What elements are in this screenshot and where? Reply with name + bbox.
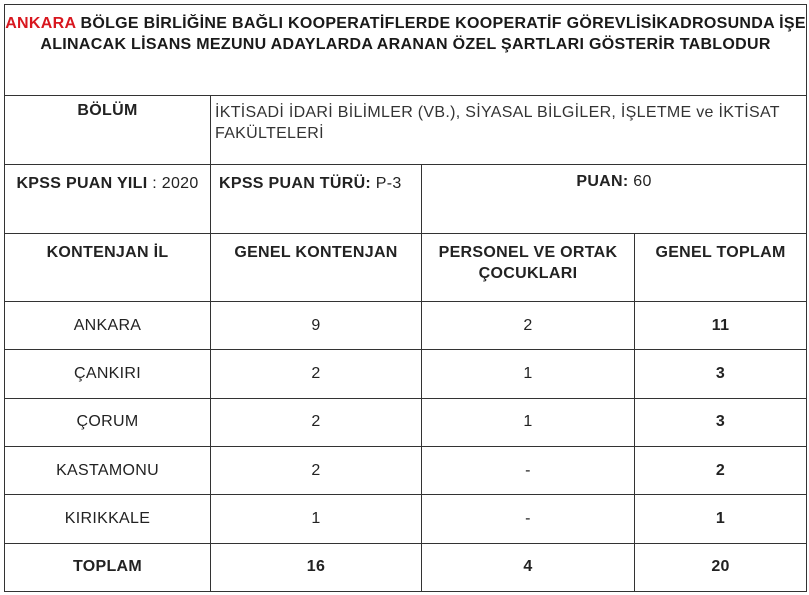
kpss-type-label: KPSS PUAN TÜRÜ: — [219, 175, 372, 193]
kpss-score-value: 60 — [628, 173, 652, 191]
total-toplam: 20 — [635, 543, 807, 591]
row-genel: 2 — [211, 398, 422, 446]
row-toplam: 3 — [635, 398, 807, 446]
row-personel: - — [422, 446, 635, 494]
row-genel: 2 — [211, 350, 422, 398]
col-header-personel: PERSONEL VE ORTAK ÇOCUKLARI — [422, 233, 635, 301]
kpss-score-cell — [422, 165, 807, 233]
row-personel: 2 — [422, 301, 635, 349]
table-row — [5, 301, 807, 349]
kpss-score-label: PUAN: — [576, 173, 629, 191]
kpss-year-value: 2020 — [161, 175, 199, 193]
bolum-value: İKTİSADİ İDARİ BİLİMLER (VB.), SİYASAL BİLGİLER, İŞLETME ve İKTİSAT FAKÜLTELERİ — [211, 95, 807, 164]
quota-table — [4, 4, 807, 592]
row-il: ÇANKIRI — [5, 350, 211, 398]
title-text: BÖLGE BİRLİĞİNE BAĞLI KOOPERATİFLERDE KOOPERATİF GÖREVLİSİKADROSUNDA İŞE ALINACAK LİSANS MEZUNU ADAYLARDA ARANAN ÖZEL ŞARTLARI GÖSTERİR TABLODUR — [40, 15, 806, 53]
total-row — [5, 543, 807, 591]
row-il: KASTAMONU — [5, 446, 211, 494]
kpss-type-cell — [211, 165, 422, 233]
row-genel: 1 — [211, 495, 422, 543]
kpss-year-label: KPSS PUAN YILI — [16, 175, 148, 193]
kpss-year-cell — [5, 165, 211, 233]
table-row — [5, 398, 807, 446]
row-personel: 1 — [422, 350, 635, 398]
total-genel: 16 — [211, 543, 422, 591]
kpss-year-sep: : — [147, 175, 162, 193]
kpss-type-value: P-3 — [371, 175, 402, 193]
total-label: TOPLAM — [5, 543, 211, 591]
table-row — [5, 495, 807, 543]
row-il: ÇORUM — [5, 398, 211, 446]
row-personel: - — [422, 495, 635, 543]
title-accent: ANKARA — [5, 15, 76, 32]
table-title — [5, 5, 807, 96]
bolum-label: BÖLÜM — [5, 95, 211, 164]
row-toplam: 3 — [635, 350, 807, 398]
row-toplam: 11 — [635, 301, 807, 349]
col-header-il: KONTENJAN İL — [5, 233, 211, 301]
col-header-genel: GENEL KONTENJAN — [211, 233, 422, 301]
table-row — [5, 446, 807, 494]
row-genel: 9 — [211, 301, 422, 349]
row-toplam: 1 — [635, 495, 807, 543]
table-row — [5, 350, 807, 398]
col-header-toplam: GENEL TOPLAM — [635, 233, 807, 301]
row-personel: 1 — [422, 398, 635, 446]
row-il: ANKARA — [5, 301, 211, 349]
row-genel: 2 — [211, 446, 422, 494]
row-toplam: 2 — [635, 446, 807, 494]
row-il: KIRIKKALE — [5, 495, 211, 543]
total-personel: 4 — [422, 543, 635, 591]
